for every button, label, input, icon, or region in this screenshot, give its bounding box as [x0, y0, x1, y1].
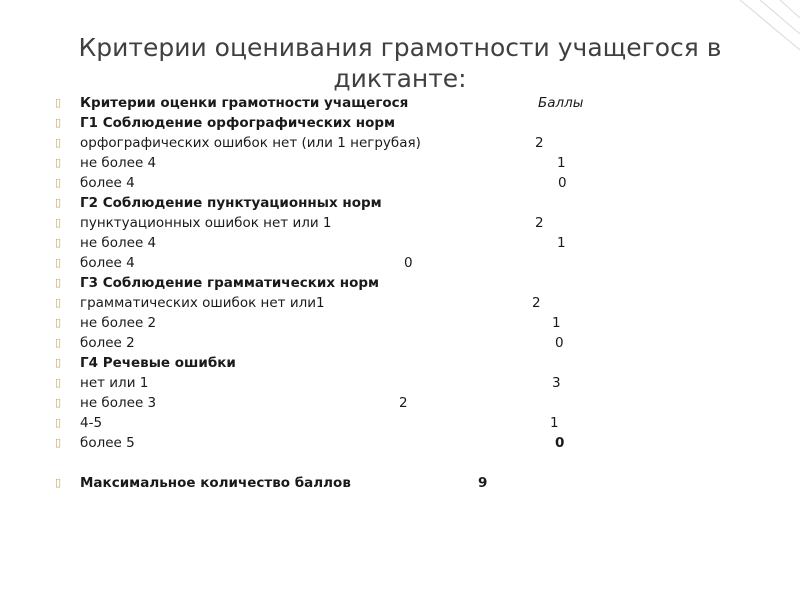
criteria-row [0, 173, 800, 193]
bullet-icon: ▯ [55, 256, 62, 269]
bullet-icon: ▯ [55, 476, 62, 489]
bullet-icon: ▯ [55, 276, 62, 289]
criteria-score: 0 [555, 335, 564, 351]
criteria-text: грамматических ошибок нет или1 [80, 295, 325, 311]
criteria-text: Г4 Речевые ошибки [80, 355, 236, 371]
criteria-row [0, 213, 800, 233]
bullet-icon: ▯ [55, 196, 62, 209]
bullet-icon: ▯ [55, 236, 62, 249]
criteria-row [0, 313, 800, 333]
criteria-score: 0 [555, 435, 565, 451]
bullet-icon: ▯ [55, 296, 62, 309]
total-label: Максимальное количество баллов [80, 475, 351, 491]
criteria-row [0, 113, 800, 133]
criteria-text: не более 4 [80, 235, 157, 251]
criteria-row [0, 433, 800, 453]
bullet-icon: ▯ [55, 176, 62, 189]
criteria-text: 4-5 [80, 415, 103, 431]
criteria-row [0, 253, 800, 273]
criteria-row [0, 393, 800, 413]
bullet-icon: ▯ [55, 216, 62, 229]
criteria-score: 1 [557, 235, 566, 251]
criteria-row [0, 353, 800, 373]
criteria-text: нет или 1 [80, 375, 149, 391]
criteria-row [0, 233, 800, 253]
criteria-row [0, 293, 800, 313]
total-score: 9 [478, 475, 488, 491]
criteria-row [0, 373, 800, 393]
criteria-row [0, 273, 800, 293]
criteria-row [0, 93, 800, 113]
criteria-text: Г3 Соблюдение грамматических норм [80, 275, 380, 291]
criteria-score: 2 [535, 215, 544, 231]
criteria-text: более 2 [80, 335, 135, 351]
criteria-text: более 5 [80, 435, 135, 451]
criteria-text: пунктуационных ошибок нет или 1 [80, 215, 332, 231]
bullet-icon: ▯ [55, 416, 62, 429]
bullet-icon: ▯ [55, 396, 62, 409]
criteria-row [0, 413, 800, 433]
criteria-text: не более 2 [80, 315, 157, 331]
criteria-text: более 4 [80, 175, 135, 191]
bullet-icon: ▯ [55, 336, 62, 349]
criteria-score: 0 [558, 175, 567, 191]
criteria-score: 1 [557, 155, 566, 171]
criteria-score: 2 [399, 395, 408, 411]
bullet-icon: ▯ [55, 136, 62, 149]
criteria-text: Г2 Соблюдение пунктуационных норм [80, 195, 382, 211]
bullet-icon: ▯ [55, 356, 62, 369]
criteria-text: более 4 [80, 255, 135, 271]
bullet-icon: ▯ [55, 436, 62, 449]
criteria-score: 2 [535, 135, 544, 151]
bullet-icon: ▯ [55, 376, 62, 389]
bullet-icon: ▯ [55, 116, 62, 129]
slide-title: Критерии оценивания грамотности учащегося в диктанте: [78, 33, 722, 93]
criteria-row [0, 333, 800, 353]
bullet-icon: ▯ [55, 316, 62, 329]
criteria-row [0, 153, 800, 173]
criteria-score: 3 [552, 375, 561, 391]
criteria-score: 0 [404, 255, 413, 271]
criteria-score: 2 [532, 295, 541, 311]
criteria-text: Г1 Соблюдение орфографических норм [80, 115, 396, 131]
criteria-text: не более 3 [80, 395, 157, 411]
bullet-icon: ▯ [55, 156, 62, 169]
criteria-score: 1 [552, 315, 561, 331]
criteria-score: 1 [550, 415, 559, 431]
criteria-row [0, 133, 800, 153]
bullet-icon: ▯ [55, 96, 62, 109]
criteria-text: не более 4 [80, 155, 157, 171]
criteria-text: орфографических ошибок нет (или 1 негрубая) [80, 135, 421, 151]
total-row [0, 473, 800, 493]
criteria-text: Критерии оценки грамотности учащегося [80, 95, 409, 111]
criteria-score: Баллы [538, 95, 584, 111]
criteria-row [0, 193, 800, 213]
